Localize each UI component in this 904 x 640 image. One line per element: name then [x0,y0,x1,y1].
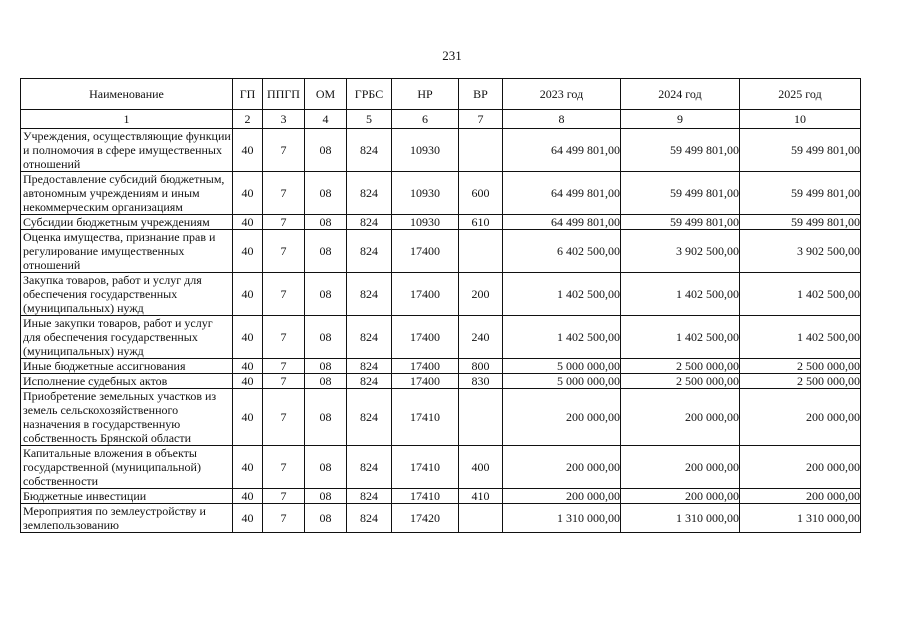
gp-cell: 40 [233,215,263,230]
gp-cell: 40 [233,389,263,446]
amount-2024: 59 499 801,00 [621,129,740,172]
header-cell: 2023 год [503,79,621,110]
amount-2025: 3 902 500,00 [740,230,861,273]
nr-cell: 17400 [392,230,459,273]
gp-cell: 40 [233,374,263,389]
vr-cell: 610 [459,215,503,230]
grbs-cell: 824 [347,215,392,230]
grbs-cell: 824 [347,359,392,374]
amount-2023: 64 499 801,00 [503,172,621,215]
ppgp-cell: 7 [263,446,305,489]
header-cell: ГП [233,79,263,110]
grbs-cell: 824 [347,446,392,489]
amount-2023: 6 402 500,00 [503,230,621,273]
nr-cell: 17400 [392,374,459,389]
vr-cell: 800 [459,359,503,374]
om-cell: 08 [305,504,347,533]
nr-cell: 17400 [392,359,459,374]
header-cell: ОМ [305,79,347,110]
nr-cell: 17400 [392,273,459,316]
amount-2023: 200 000,00 [503,489,621,504]
amount-2023: 1 402 500,00 [503,273,621,316]
gp-cell: 40 [233,129,263,172]
vr-cell: 400 [459,446,503,489]
vr-cell [459,129,503,172]
page-number: 231 [442,48,462,63]
column-number: 5 [347,110,392,129]
gp-cell: 40 [233,446,263,489]
ppgp-cell: 7 [263,359,305,374]
grbs-cell: 824 [347,172,392,215]
amount-2024: 1 402 500,00 [621,316,740,359]
table-row [21,172,861,215]
table-row [21,446,861,489]
amount-2025: 59 499 801,00 [740,129,861,172]
om-cell: 08 [305,389,347,446]
om-cell: 08 [305,172,347,215]
gp-cell: 40 [233,504,263,533]
vr-cell: 830 [459,374,503,389]
row-name: Иные бюджетные ассигнования [21,359,233,374]
ppgp-cell: 7 [263,389,305,446]
table-row [21,359,861,374]
nr-cell: 17410 [392,389,459,446]
column-number: 10 [740,110,861,129]
row-name: Приобретение земельных участков из земель сельскохозяйственного назначения в государственную собственность Брянской области [21,389,233,446]
column-number: 3 [263,110,305,129]
ppgp-cell: 7 [263,172,305,215]
column-number-row [21,110,861,129]
vr-cell: 600 [459,172,503,215]
row-name: Иные закупки товаров, работ и услуг для обеспечения государственных (муниципальных) нужд [21,316,233,359]
budget-table [20,78,861,533]
gp-cell: 40 [233,489,263,504]
ppgp-cell: 7 [263,215,305,230]
om-cell: 08 [305,446,347,489]
column-number: 2 [233,110,263,129]
gp-cell: 40 [233,230,263,273]
header-cell: ГРБС [347,79,392,110]
row-name: Закупка товаров, работ и услуг для обеспечения государственных (муниципальных) нужд [21,273,233,316]
amount-2023: 200 000,00 [503,446,621,489]
nr-cell: 17410 [392,489,459,504]
row-name: Субсидии бюджетным учреждениям [21,215,233,230]
grbs-cell: 824 [347,273,392,316]
amount-2025: 1 310 000,00 [740,504,861,533]
ppgp-cell: 7 [263,129,305,172]
header-cell: ППГП [263,79,305,110]
header-row [21,79,861,110]
vr-cell [459,504,503,533]
amount-2024: 200 000,00 [621,446,740,489]
row-name: Предоставление субсидий бюджетным, автономным учреждениям и иным некоммерческим организациям [21,172,233,215]
table-row [21,215,861,230]
gp-cell: 40 [233,172,263,215]
amount-2024: 2 500 000,00 [621,359,740,374]
nr-cell: 17410 [392,446,459,489]
grbs-cell: 824 [347,374,392,389]
column-number: 6 [392,110,459,129]
grbs-cell: 824 [347,504,392,533]
vr-cell: 200 [459,273,503,316]
amount-2025: 1 402 500,00 [740,273,861,316]
column-number: 8 [503,110,621,129]
amount-2023: 64 499 801,00 [503,129,621,172]
om-cell: 08 [305,489,347,504]
amount-2025: 59 499 801,00 [740,215,861,230]
amount-2024: 1 310 000,00 [621,504,740,533]
amount-2025: 1 402 500,00 [740,316,861,359]
nr-cell: 17420 [392,504,459,533]
row-name: Исполнение судебных актов [21,374,233,389]
amount-2023: 200 000,00 [503,389,621,446]
row-name: Оценка имущества, признание прав и регулирование имущественных отношений [21,230,233,273]
om-cell: 08 [305,215,347,230]
om-cell: 08 [305,129,347,172]
amount-2024: 59 499 801,00 [621,172,740,215]
table-row [21,273,861,316]
amount-2023: 64 499 801,00 [503,215,621,230]
amount-2023: 1 310 000,00 [503,504,621,533]
ppgp-cell: 7 [263,316,305,359]
column-number: 4 [305,110,347,129]
amount-2023: 5 000 000,00 [503,359,621,374]
row-name: Учреждения, осуществляющие функции и полномочия в сфере имущественных отношений [21,129,233,172]
header-cell: Наименование [21,79,233,110]
grbs-cell: 824 [347,316,392,359]
table-row [21,230,861,273]
om-cell: 08 [305,316,347,359]
om-cell: 08 [305,374,347,389]
om-cell: 08 [305,273,347,316]
column-number: 1 [21,110,233,129]
om-cell: 08 [305,230,347,273]
amount-2025: 200 000,00 [740,489,861,504]
header-cell: 2025 год [740,79,861,110]
table-row [21,389,861,446]
amount-2025: 200 000,00 [740,389,861,446]
header-cell: 2024 год [621,79,740,110]
table-row [21,504,861,533]
ppgp-cell: 7 [263,489,305,504]
vr-cell: 240 [459,316,503,359]
table-row [21,374,861,389]
grbs-cell: 824 [347,489,392,504]
gp-cell: 40 [233,316,263,359]
amount-2024: 1 402 500,00 [621,273,740,316]
nr-cell: 10930 [392,129,459,172]
gp-cell: 40 [233,359,263,374]
amount-2024: 200 000,00 [621,389,740,446]
table-row [21,129,861,172]
amount-2024: 59 499 801,00 [621,215,740,230]
row-name: Бюджетные инвестиции [21,489,233,504]
grbs-cell: 824 [347,389,392,446]
grbs-cell: 824 [347,230,392,273]
column-number: 7 [459,110,503,129]
amount-2024: 200 000,00 [621,489,740,504]
om-cell: 08 [305,359,347,374]
amount-2025: 2 500 000,00 [740,359,861,374]
nr-cell: 17400 [392,316,459,359]
nr-cell: 10930 [392,172,459,215]
vr-cell: 410 [459,489,503,504]
amount-2025: 2 500 000,00 [740,374,861,389]
row-name: Капитальные вложения в объекты государственной (муниципальной) собственности [21,446,233,489]
ppgp-cell: 7 [263,230,305,273]
ppgp-cell: 7 [263,504,305,533]
column-number: 9 [621,110,740,129]
amount-2023: 5 000 000,00 [503,374,621,389]
amount-2023: 1 402 500,00 [503,316,621,359]
amount-2025: 59 499 801,00 [740,172,861,215]
amount-2025: 200 000,00 [740,446,861,489]
vr-cell [459,230,503,273]
amount-2024: 3 902 500,00 [621,230,740,273]
ppgp-cell: 7 [263,374,305,389]
vr-cell [459,389,503,446]
row-name: Мероприятия по землеустройству и землепользованию [21,504,233,533]
header-cell: НР [392,79,459,110]
table-row [21,316,861,359]
nr-cell: 10930 [392,215,459,230]
ppgp-cell: 7 [263,273,305,316]
table-row [21,489,861,504]
gp-cell: 40 [233,273,263,316]
grbs-cell: 824 [347,129,392,172]
amount-2024: 2 500 000,00 [621,374,740,389]
header-cell: ВР [459,79,503,110]
